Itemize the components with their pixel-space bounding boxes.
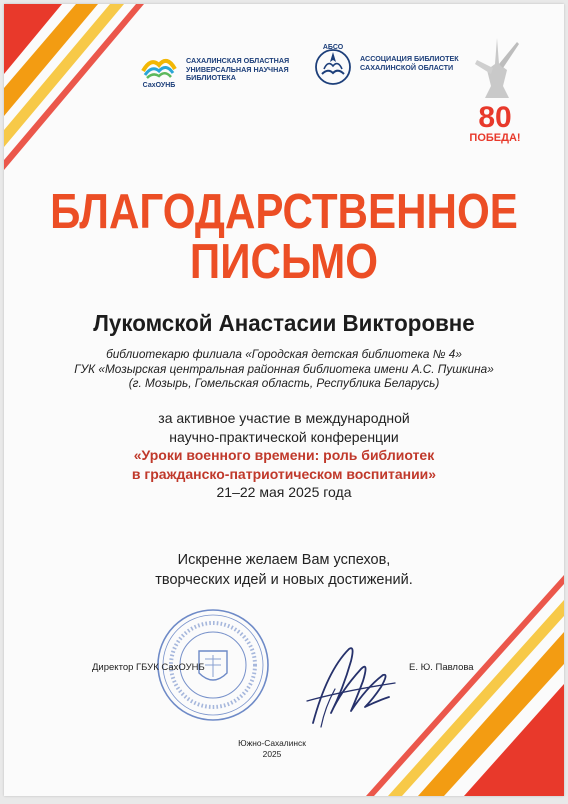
handwritten-signature-icon <box>291 631 401 741</box>
recipient-name: Лукомской Анастасии Викторовне <box>93 310 475 336</box>
victory-word: ПОБЕДА! <box>469 132 521 144</box>
sakhoynb-logo <box>137 51 298 89</box>
position-line: (г. Мозырь, Гомельская область, Республика Беларусь) <box>128 376 440 391</box>
logo-middle-line: САХАЛИНСКОЙ ОБЛАСТИ <box>360 63 454 72</box>
body-line: научно-практической конференции <box>169 428 399 445</box>
title-line-2: ПИСЬМО <box>189 235 379 289</box>
issue-year: 2025 <box>262 749 282 759</box>
top-left-stripes <box>4 4 144 170</box>
conference-date: 21–22 мая 2025 года <box>216 484 352 500</box>
logo-middle-line: АССОЦИАЦИЯ БИБЛИОТЕК <box>360 54 459 64</box>
logo-left-abbr: СахОУНБ <box>142 82 176 89</box>
wish-line: Искренне желаем Вам успехов, <box>177 552 391 568</box>
logo-middle-abbr: АБСО <box>322 44 344 51</box>
director-label: Директор ГБУК СахОУНБ <box>92 662 205 673</box>
sakhoynb-book-icon <box>137 51 181 89</box>
absco-emblem-icon <box>310 40 356 88</box>
wishes-text <box>4 550 564 590</box>
victory-number: 80 <box>478 101 512 134</box>
certificate-page <box>4 4 564 796</box>
recipient-position <box>4 347 564 391</box>
position-line: библиотекарю филиала «Городская детская библиотека № 4» <box>106 347 462 361</box>
conference-title-line: «Уроки военного времени: роль библиотек <box>133 447 435 463</box>
absco-logo <box>310 40 470 88</box>
logo-left-line: УНИВЕРСАЛЬНАЯ НАУЧНАЯ <box>186 64 289 74</box>
logo-left-line: САХАЛИНСКАЯ ОБЛАСТНАЯ <box>186 56 290 66</box>
city-name: Южно-Сахалинск <box>238 738 306 748</box>
logo-left-text <box>186 57 298 83</box>
logo-left-line: БИБЛИОТЕКА <box>186 73 236 83</box>
signer-name: Е. Ю. Павлова <box>409 662 474 673</box>
victory-80-icon <box>463 34 531 146</box>
position-line: ГУК «Мозырская центральная районная библиотека имени А.С. Пушкина» <box>74 361 494 376</box>
body-line: за активное участие в международной <box>158 410 410 426</box>
issue-place <box>4 738 540 760</box>
title-line-1: БЛАГОДАРСТВЕННОЕ <box>50 185 518 239</box>
conference-title-line: в гражданско-патриотическом воспитании» <box>131 465 437 482</box>
wish-line: творческих идей и новых достижений. <box>155 572 413 588</box>
gratitude-text <box>4 409 564 502</box>
logo-middle-text <box>360 55 470 72</box>
